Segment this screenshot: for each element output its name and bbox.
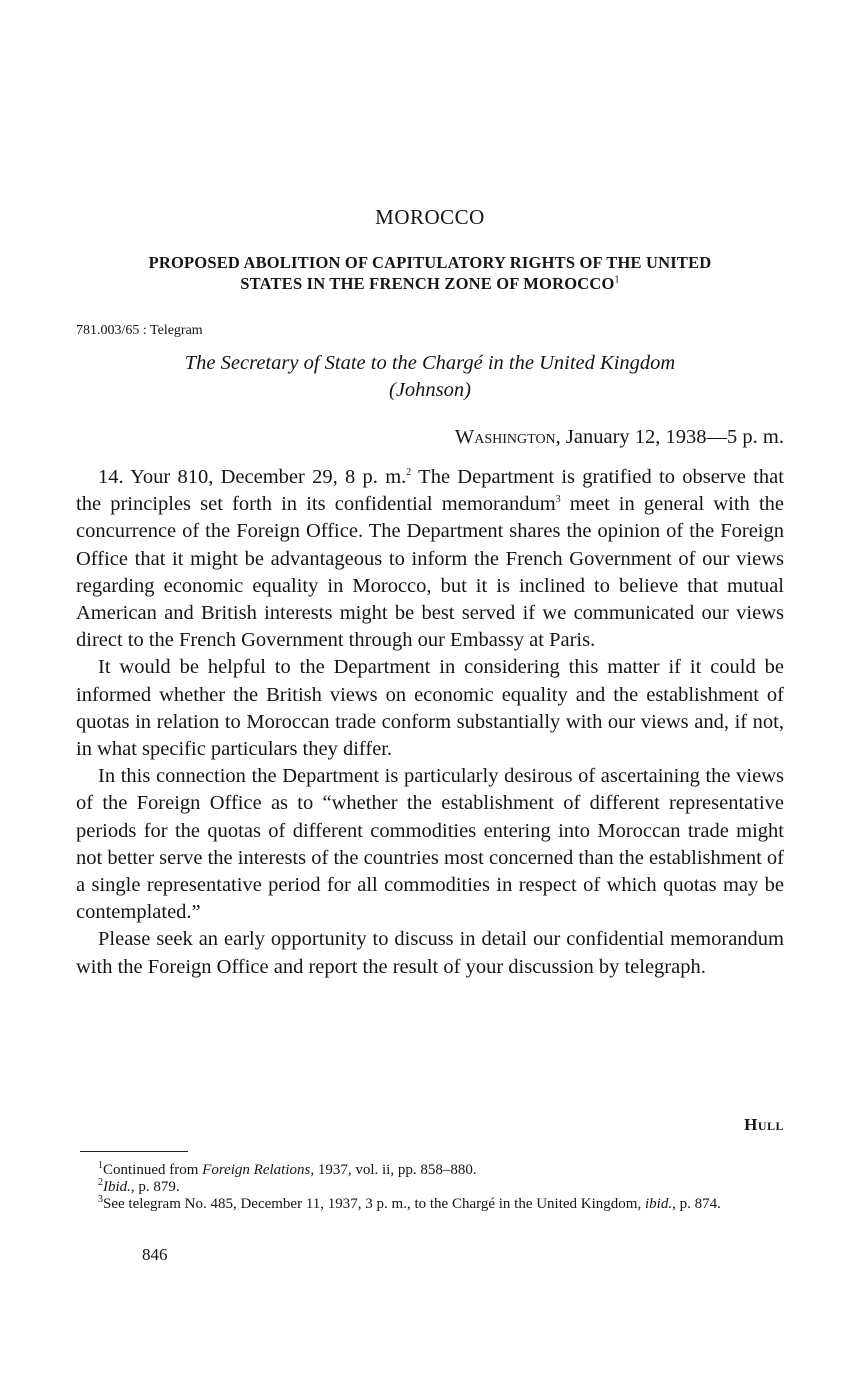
paragraph-1 xyxy=(76,464,784,654)
footnote-3-pages: p. 874. xyxy=(675,1196,721,1212)
subject-title-line2: STATES IN THE FRENCH ZONE OF MOROCCO xyxy=(240,274,615,293)
file-reference: 781.003/65 : Telegram xyxy=(76,323,203,338)
paragraph-1-part1: 14. Your 810, December 29, 8 p. m. xyxy=(98,466,407,488)
paragraph-4: Please seek an early opportunity to discuss in detail our confidential memorandum with the Foreign Office and report the result of your discussion by telegraph. xyxy=(76,928,784,978)
footnote-2-source: Ibid., xyxy=(103,1179,135,1195)
footnote-2-pages: p. 879. xyxy=(134,1179,180,1195)
paragraph-1-part3: meet in general with the concurrence of the Foreign Office. The Department shares the opinion of the Foreign Office that it might be advantageous to inform the French Government of our views regarding economic equality in Morocco, but it is inclined to believe that mutual American and British interests might be best served if we communicated our views direct to the French Government through our Embassy at Paris. xyxy=(76,493,785,652)
footnote-ref-1: 1 xyxy=(614,274,620,286)
footnote-1-mark: 1 xyxy=(98,1160,103,1171)
subject-title-line1: PROPOSED ABOLITION OF CAPITULATORY RIGHTS OF THE UNITED xyxy=(148,253,712,272)
dateline xyxy=(455,426,784,449)
dateline-date: , January 12, 1938—5 p. m. xyxy=(555,426,784,448)
paragraph-3: In this connection the Department is particularly desirous of ascertaining the views of the Foreign Office as to “whether the establishment of different representative periods for the quotas of different commodities entering into Moroccan trade might not better serve the interests of the countries most concerned than the establishment of a single representative period for all commodities in respect of which quotas may be contemplated.” xyxy=(76,765,784,924)
paragraph-2: It would be helpful to the Department in considering this matter if it could be informed whether the British views on economic equality and the establishment of quotas in relation to Moroccan trade conform substantially with our views and, if not, in what specific particulars they differ. xyxy=(76,656,784,761)
footnote-2 xyxy=(76,1179,784,1196)
footnote-1-text: Continued from xyxy=(103,1162,203,1178)
footnote-1-pages: 1937, vol. ii, pp. 858–880. xyxy=(314,1162,477,1178)
addressee-heading xyxy=(76,350,784,404)
footnote-1 xyxy=(76,1162,784,1179)
footnote-3-mark: 3 xyxy=(98,1194,103,1205)
footnote-1-source: Foreign Relations, xyxy=(202,1162,315,1178)
paragraph-1-part2: The Department is gratified to observe that the principles set forth in its confidential memorandum xyxy=(76,466,784,516)
section-title: MOROCCO xyxy=(375,205,485,229)
footnote-divider xyxy=(80,1151,188,1152)
dateline-place: Washington xyxy=(454,426,556,448)
addressee-line2: (Johnson) xyxy=(389,379,471,401)
footnote-3-text: See telegram No. 485, December 11, 1937, 3 p. m., to the Chargé in the United Kingdom, xyxy=(103,1196,645,1212)
page-number: 846 xyxy=(142,1245,168,1264)
telegram-body xyxy=(76,464,784,981)
footnote-ref-3: 3 xyxy=(555,494,561,506)
subject-title xyxy=(76,252,784,294)
footnote-3-source: ibid., xyxy=(644,1196,676,1212)
footnote-2-mark: 2 xyxy=(98,1177,103,1188)
footnote-ref-2: 2 xyxy=(406,467,412,479)
footnote-3 xyxy=(76,1196,784,1213)
footnotes xyxy=(76,1162,784,1213)
signature: Hull xyxy=(744,1115,784,1134)
addressee-line1: The Secretary of State to the Chargé in the United Kingdom xyxy=(184,352,676,374)
